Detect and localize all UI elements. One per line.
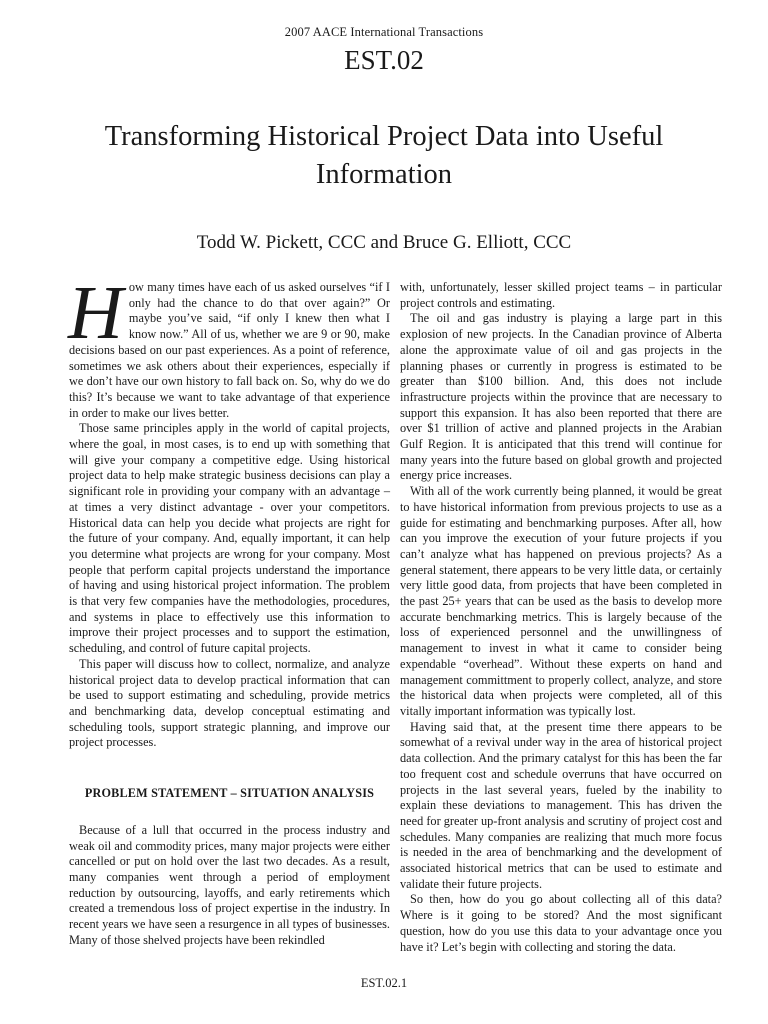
drop-cap: H <box>68 271 123 355</box>
body-paragraph: The oil and gas industry is playing a large part in this explosion of new projects. In the Canadian province of Alberta alone the approximate value of oil and gas projects in the planning phases or currently in progress is estimated to be greater than $100 billion. And, this does not include infrastructure projects within the province that are necessary to support this expansion. It has also been reported that there are over $1 trillion of active and planned projects in the Arabian Gulf Region. It is anticipated that this trend will continue for many years into the future based on global growth and projected energy price increases. <box>400 311 722 483</box>
body-paragraph: with, unfortunately, lesser skilled project teams – in particular project controls and estimating. <box>400 280 722 310</box>
section-heading: PROBLEM STATEMENT – SITUATION ANALYSIS <box>84 786 375 801</box>
body-paragraph: Those same principles apply in the world of capital projects, where the goal, in most cases, is to end up with something that will give your company a competitive edge. Using historical project data to help make strategic business decisions can play a significant role in providing your company with an advantage – at times a very distinct advantage - over your competitors. Historical data can help you decide what projects are right for the future of your company. And, equally important, it can help you determine what projects are wrong for your company. Most people that perform capital projects understand the importance of having and using historical project information. The problem is that very few companies have the methodologies, procedures, and systems in place to effectively use this information to improve their project processes and to support the estimation, scheduling, and control of future capital projects. <box>69 421 390 656</box>
intro-paragraph-text: ow many times have each of us asked ourselves “if I only had the chance to do that over again?” Or maybe you’ve said, “if only I knew then what I know now.” All of us, whether we are 9 or 90, make decisions based on our past experiences. As a point of reference, sometimes we ask others about their experiences, especially if we don’t have our own history to fall back on. So, why do we do this? It’s because we want to take advantage of that experience in order to make our lives better. <box>69 280 390 420</box>
paper-title: Transforming Historical Project Data into Useful Information <box>104 121 664 190</box>
transactions-header: 2007 AACE International Transactions <box>284 25 484 39</box>
intro-paragraph <box>68 271 390 421</box>
body-paragraph: So then, how do you go about collecting all of this data? Where is it going to be stored? And the most significant question, how do you use this data to your advantage once you have it? Let’s begin with collecting and storing the data. <box>400 892 722 954</box>
body-paragraph: Because of a lull that occurred in the process industry and weak oil and commodity prices, many major projects were either cancelled or put on hold over the last two decades. As a result, many companies went through a period of employment reduction by outsourcing, layoffs, and early retirements which created a tremendous loss of project expertise in the industry. In recent years we have seen a resurgence in all types of businesses. Many of those shelved projects have been rekindled <box>69 822 390 947</box>
authors-line: Todd W. Pickett, CCC and Bruce G. Elliott, CCC <box>196 232 572 253</box>
left-column <box>68 271 390 948</box>
body-paragraph: This paper will discuss how to collect, normalize, and analyze historical project data to develop practical information that can be used to support estimating and scheduling, provide metrics and benchmarking data, develop conceptual estimating and scheduling tools, support strategic planning, and improve our project processes. <box>69 656 390 750</box>
body-paragraph: With all of the work currently being planned, it would be great to have historical information from previous projects to use as a guide for estimating and benchmarking purposes. After all, how can you improve the execution of your future projects if you can’t analyze what has happened on previous projects? As a general statement, there appears to be very little data, or certainly very little good data, from projects that have been completed in the past 25+ years that can be used as the basis to develop more accurate benchmarking metrics. This is largely because of the loss of experienced personnel and the unwillingness of management to invest in what it came to consider being expendable “overhead”. Without these experts on hand and management committment to properly collect, analyze, and store the historical data when projects were completed, all of this vitally important information was typically lost. <box>400 484 722 718</box>
page-number: EST.02.1 <box>360 976 408 990</box>
paper-code: EST.02 <box>344 45 424 75</box>
body-paragraph: Having said that, at the present time there appears to be somewhat of a revival under way in the area of historical project data collection. And the primary catalyst for this has been the far too frequent cost and schedule overruns that have occurred on projects in the last several years, fueled by the inability to explain these deviations to management. This has driven the need for greater up-front analysis and scrutiny of project cost and schedules. Many companies are realizing that much more focus is needed in the area of benchmarking and the development of associated historical metrics that can be used to estimate and validate their future projects. <box>400 719 722 891</box>
right-column <box>400 280 722 955</box>
